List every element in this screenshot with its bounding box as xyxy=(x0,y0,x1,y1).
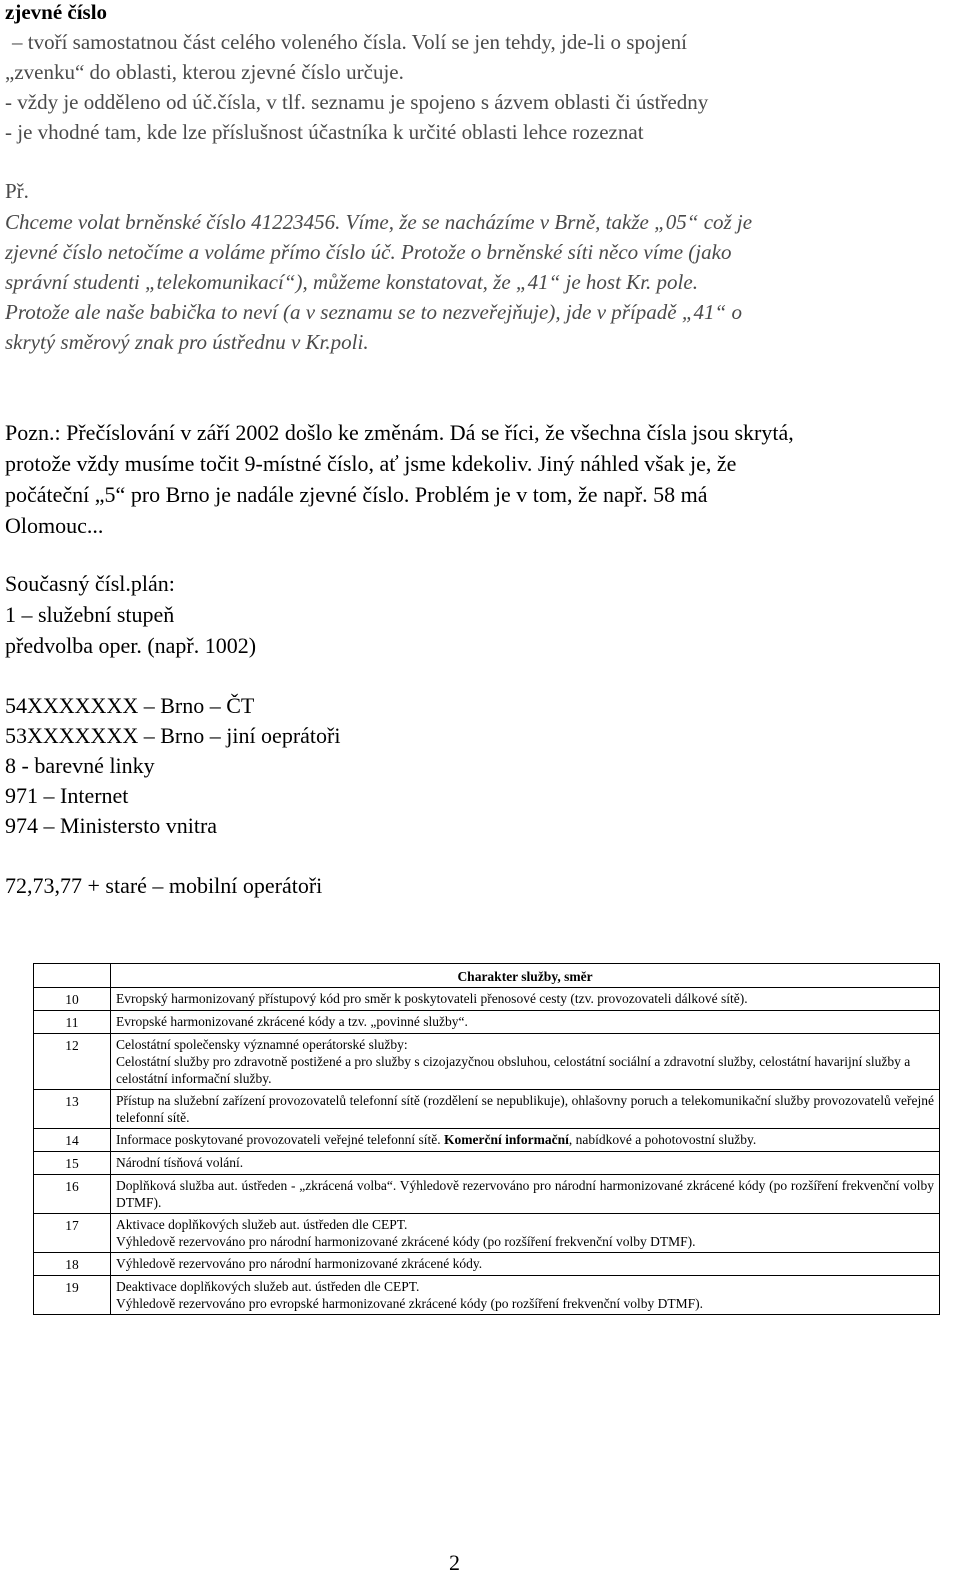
table-row xyxy=(34,988,940,1011)
service-table xyxy=(33,963,940,1315)
row-code: 18 xyxy=(34,1253,111,1276)
table-row xyxy=(34,1253,940,1276)
note-line: počáteční „5“ pro Brno je nadále zjevné číslo. Problém je v tom, že např. 58 má xyxy=(5,482,708,507)
table-header: Charakter služby, směr xyxy=(111,964,940,988)
example-line: zjevné číslo netočíme a voláme přímo číslo úč. Protože o brněnské síti něco víme (jako xyxy=(5,240,732,264)
table-row xyxy=(34,1175,940,1214)
row-code: 11 xyxy=(34,1011,111,1034)
row-text: , nabídkové a pohotovostní služby. xyxy=(568,1132,757,1147)
table-header-row xyxy=(34,964,940,988)
row-text: Přístup na služební zařízení provozovatelů telefonní sítě (rozdělení se nepublikuje), ohlašovny poruch a telekomunikační služby provozovatelů veřejné telefonní sítě. xyxy=(111,1090,940,1129)
mobile-line: 72,73,77 + staré – mobilní operátoři xyxy=(5,873,323,898)
note-line: Olomouc... xyxy=(5,513,104,538)
row-cell xyxy=(111,1034,940,1090)
row-text: Doplňková služba aut. ústředen - „zkrácená volba“. Výhledově rezervováno pro národní harmonizované zkrácené kódy (po rozšíření frekvenční volby DTMF). xyxy=(111,1175,940,1214)
example-line: Chceme volat brněnské číslo 41223456. Víme, že se nacházíme v Brně, takže „05“ což je xyxy=(5,210,753,234)
row-cell xyxy=(111,1129,940,1152)
bullet-line: „zvenku“ do oblasti, kterou zjevné číslo určuje. xyxy=(5,60,404,84)
example-line: správní studenti „telekomunikací“), můžeme konstatovat, že „41“ je host Kr. pole. xyxy=(5,270,698,294)
example-line: skrytý směrový znak pro ústřednu v Kr.poli. xyxy=(5,330,369,354)
prefix-line: 974 – Ministersto vnitra xyxy=(5,813,218,838)
row-text: Výhledově rezervováno pro národní harmonizované zkrácené kódy (po rozšíření frekvenční volby DTMF). xyxy=(116,1234,696,1249)
plan-line: Současný čísl.plán: xyxy=(5,571,175,596)
row-text: Evropské harmonizované zkrácené kódy a tzv. „povinné služby“. xyxy=(111,1011,940,1034)
row-code: 12 xyxy=(34,1034,111,1090)
table-row xyxy=(34,1129,940,1152)
table-row xyxy=(34,1011,940,1034)
row-code: 10 xyxy=(34,988,111,1011)
row-text: Deaktivace doplňkových služeb aut. ústředen dle CEPT. xyxy=(116,1279,420,1294)
row-cell xyxy=(111,1276,940,1315)
row-code: 14 xyxy=(34,1129,111,1152)
note-line: Pozn.: Přečíslování v září 2002 došlo ke změnám. Dá se říci, že všechna čísla jsou skrytá, xyxy=(5,420,794,445)
bullet-line: – tvoří samostatnou část celého voleného čísla. Volí se jen tehdy, jde-li o spojení xyxy=(12,30,687,54)
row-text: Celostátní služby pro zdravotně postižené a pro služby s cizojazyčnou obsluhou, celostátní sociální a zdravotní služby, celostátní havarijní služby a celostátní informační služby. xyxy=(116,1054,911,1086)
plan-line: 1 – služební stupeň xyxy=(5,602,175,627)
table-row xyxy=(34,1034,940,1090)
table-row xyxy=(34,1276,940,1315)
table-row xyxy=(34,1152,940,1175)
bullet-line: - vždy je odděleno od úč.čísla, v tlf. seznamu je spojeno s ázvem oblasti či ústředny xyxy=(5,90,709,114)
table-row xyxy=(34,1214,940,1253)
section-heading: zjevné číslo xyxy=(5,0,108,24)
row-text: Národní tísňová volání. xyxy=(111,1152,940,1175)
row-text-bold: Komerční informační xyxy=(444,1132,569,1147)
row-text: Informace poskytované provozovateli veřejné telefonní sítě. xyxy=(116,1132,445,1147)
bullet-line: - je vhodné tam, kde lze příslušnost účastníka k určité oblasti lehce rozeznat xyxy=(5,120,644,144)
row-text: Aktivace doplňkových služeb aut. ústředen dle CEPT. xyxy=(116,1217,408,1232)
row-code: 19 xyxy=(34,1276,111,1315)
table-header-empty xyxy=(34,964,111,988)
row-code: 15 xyxy=(34,1152,111,1175)
row-text: Výhledově rezervováno pro evropské harmonizované zkrácené kódy (po rozšíření frekvenční volby DTMF). xyxy=(116,1296,704,1311)
example-label: Př. xyxy=(5,179,29,203)
row-text: Výhledově rezervováno pro národní harmonizované zkrácené kódy. xyxy=(111,1253,940,1276)
table-row xyxy=(34,1090,940,1129)
prefix-line: 54XXXXXXX – Brno – ČT xyxy=(5,693,255,718)
row-text: Evropský harmonizovaný přístupový kód pro směr k poskytovateli přenosové cesty (tzv. provozovateli dálkové sítě). xyxy=(111,988,940,1011)
prefix-line: 8 - barevné linky xyxy=(5,753,155,778)
row-code: 13 xyxy=(34,1090,111,1129)
row-code: 17 xyxy=(34,1214,111,1253)
example-line: Protože ale naše babička to neví (a v seznamu se to nezveřejňuje), jde v případě „41“ o xyxy=(5,300,742,324)
row-code: 16 xyxy=(34,1175,111,1214)
page-number: 2 xyxy=(449,1550,460,1575)
row-text: Celostátní společensky významné operátorské služby: xyxy=(116,1037,408,1052)
prefix-line: 53XXXXXXX – Brno – jiní oeprátoři xyxy=(5,723,341,748)
note-line: protože vždy musíme točit 9-místné číslo, ať jsme kdekoliv. Jiný náhled však je, že xyxy=(5,451,737,476)
prefix-line: 971 – Internet xyxy=(5,783,129,808)
row-cell xyxy=(111,1214,940,1253)
plan-line: předvolba oper. (např. 1002) xyxy=(5,633,257,658)
